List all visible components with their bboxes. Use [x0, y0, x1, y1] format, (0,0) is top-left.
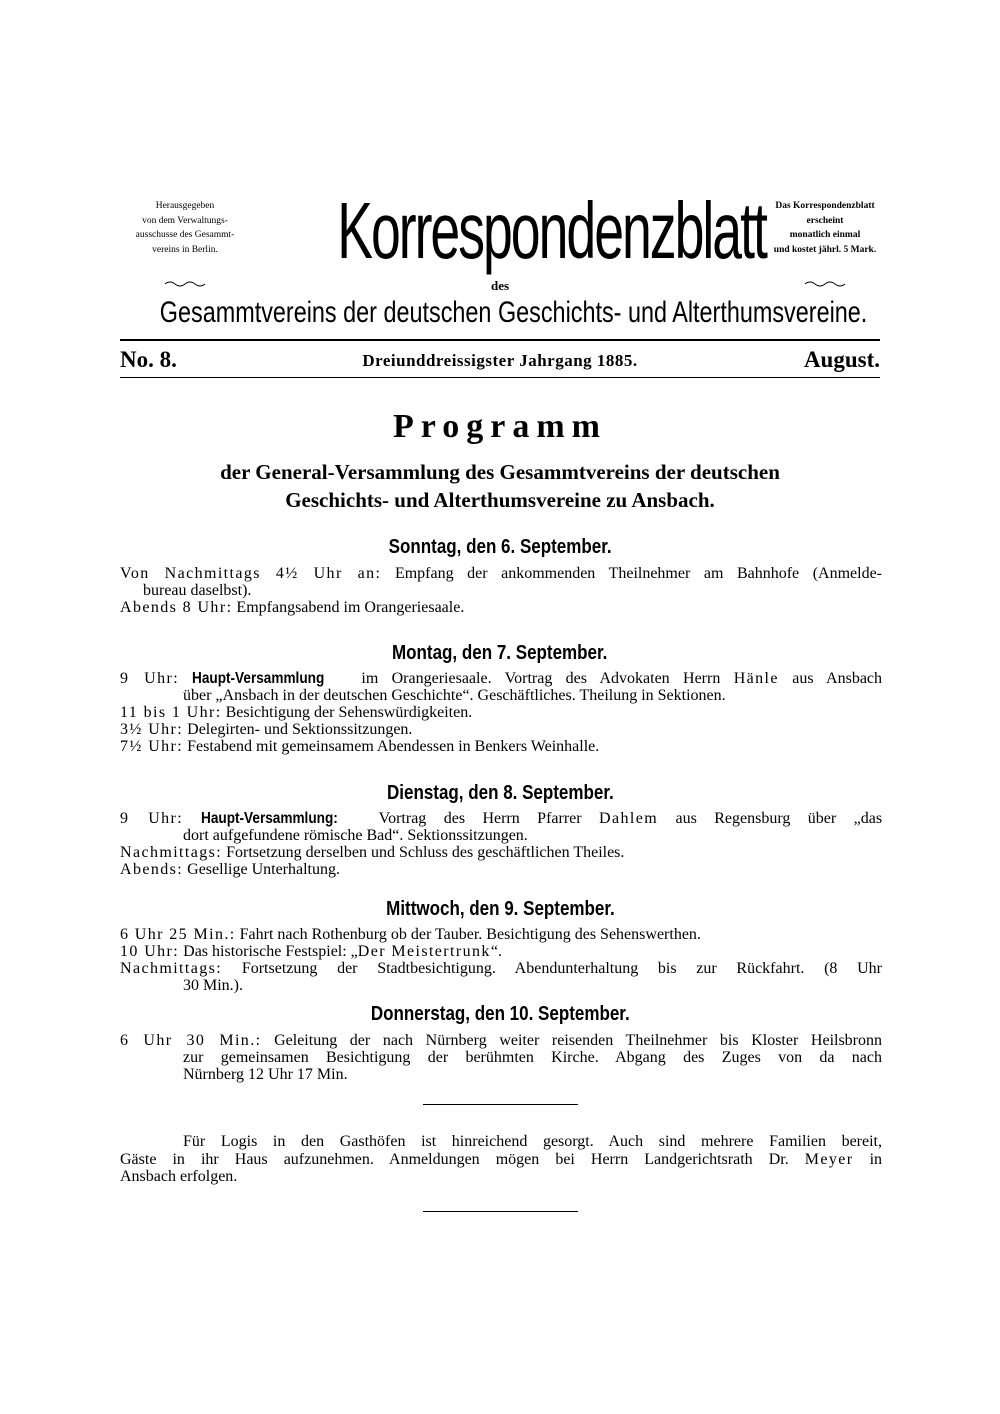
schedule-line: Abends 8 Uhr: Empfangsabend im Orangeriesaale.: [120, 599, 465, 616]
schedule-line: zur gemeinsamen Besichtigung der berühmten Kirche. Abgang des Zuges von da nach: [183, 1049, 882, 1066]
issue-year: Dreiunddreissigster Jahrgang 1885.: [362, 351, 638, 370]
closing-paragraph: [120, 1133, 882, 1186]
subscription-note: [745, 199, 905, 257]
publisher-note-line: von dem Verwaltungs-: [142, 215, 228, 226]
closing-line: Gäste in ihr Haus aufzunehmen. Anmeldungen mögen bei Herrn Landgerichtsrath Dr. Meyer in: [120, 1150, 883, 1168]
schedule-line: Von Nachmittags 4½ Uhr an: Empfang der ankommenden Theilnehmer am Bahnhofe (Anmelde-: [120, 565, 882, 582]
subscription-note-line: und kostet jährl. 5 Mark.: [773, 244, 877, 255]
masthead-subtitle: Gesammtvereins der deutschen Geschichts- und Alterthumsvereine.: [159, 296, 868, 329]
ornament-squiggle-right: [805, 279, 845, 287]
subscription-note-line: monatlich einmal: [789, 230, 861, 240]
schedule-line: 7½ Uhr: Festabend mit gemeinsamem Abendessen in Benkers Weinhalle.: [120, 738, 600, 755]
schedule-line: 9 Uhr: Haupt-Versammlung im Orangeriesaale. Vortrag des Advokaten Herrn Hänle aus Ansbach: [120, 670, 883, 687]
programme-title: Programm: [393, 408, 607, 445]
subscription-note-line: Das Korrespondenzblatt: [775, 201, 875, 211]
section-divider: [423, 1104, 578, 1105]
programme-subtitle: Geschichts- und Alterthumsvereine zu Ansbach.: [285, 488, 715, 512]
masthead-des: des: [490, 278, 510, 293]
schedule-line: Abends: Gesellige Unterhaltung.: [120, 861, 340, 878]
schedule-line: Nachmittags: Fortsetzung der Stadtbesichtigung. Abendunterhaltung bis zur Rückfahrt. (8 Uhr: [120, 960, 883, 977]
day-heading-monday: Montag, den 7. September.: [392, 642, 608, 664]
ornament-squiggle-left: [165, 279, 205, 287]
schedule-line: 3½ Uhr: Delegirten- und Sektionssitzungen.: [120, 721, 413, 738]
schedule-line: 11 bis 1 Uhr: Besichtigung der Sehenswürdigkeiten.: [120, 704, 473, 721]
publisher-note-line: Herausgegeben: [155, 201, 215, 211]
schedule-line: 6 Uhr 25 Min.: Fahrt nach Rothenburg ob der Tauber. Besichtigung des Sehenswerthen.: [120, 926, 701, 943]
closing-line: Ansbach erfolgen.: [120, 1168, 238, 1185]
section-divider: [423, 1211, 578, 1212]
day-heading-tuesday: Dienstag, den 8. September.: [386, 782, 614, 804]
issue-line: [120, 347, 880, 373]
schedule-line: 6 Uhr 30 Min.: Geleitung der nach Nürnberg weiter reisenden Theilnehmer bis Kloster Heilsbronn: [120, 1032, 883, 1049]
schedule-line: Nachmittags: Fortsetzung derselben und Schluss des geschäftlichen Theiles.: [120, 844, 625, 861]
day-heading-thursday: Donnerstag, den 10. September.: [370, 1003, 630, 1025]
schedule-line: 9 Uhr: Haupt-Versammlung: Vortrag des Herrn Pfarrer Dahlem aus Regensburg über „das: [120, 810, 883, 827]
schedule-line: 10 Uhr: Das historische Festspiel: „Der Meistertrunk“.: [120, 943, 502, 960]
schedule-line: 30 Min.).: [183, 977, 243, 994]
schedule-line: bureau daselbst).: [143, 582, 252, 599]
issue-month: August.: [803, 347, 880, 372]
header-rule-bottom: [120, 377, 880, 378]
header-rule-top: [120, 339, 880, 341]
programme-subtitle: der General-Versammlung des Gesammtvereins der deutschen: [220, 460, 780, 484]
day-heading-sunday: Sonntag, den 6. September.: [388, 536, 612, 558]
day-heading-wednesday: Mittwoch, den 9. September.: [385, 898, 615, 920]
schedule-line: Nürnberg 12 Uhr 17 Min.: [183, 1066, 348, 1083]
issue-number: No. 8.: [120, 347, 177, 372]
schedule-line: über „Ansbach in der deutschen Geschichte“. Geschäftliches. Theilung in Sektionen.: [183, 687, 726, 704]
closing-line: Für Logis in den Gasthöfen ist hinreichend gesorgt. Auch sind mehrere Familien bereit,: [183, 1133, 882, 1150]
masthead-title: Korrespondenzblatt: [337, 186, 766, 275]
schedule-line: dort aufgefundene römische Bad“. Sektionssitzungen.: [183, 827, 528, 844]
publisher-note-line: vereins in Berlin.: [152, 244, 218, 255]
publisher-note-line: ausschusse des Gesammt-: [135, 230, 235, 240]
publisher-note: [110, 199, 260, 257]
subscription-note-line: erscheint: [806, 215, 844, 226]
